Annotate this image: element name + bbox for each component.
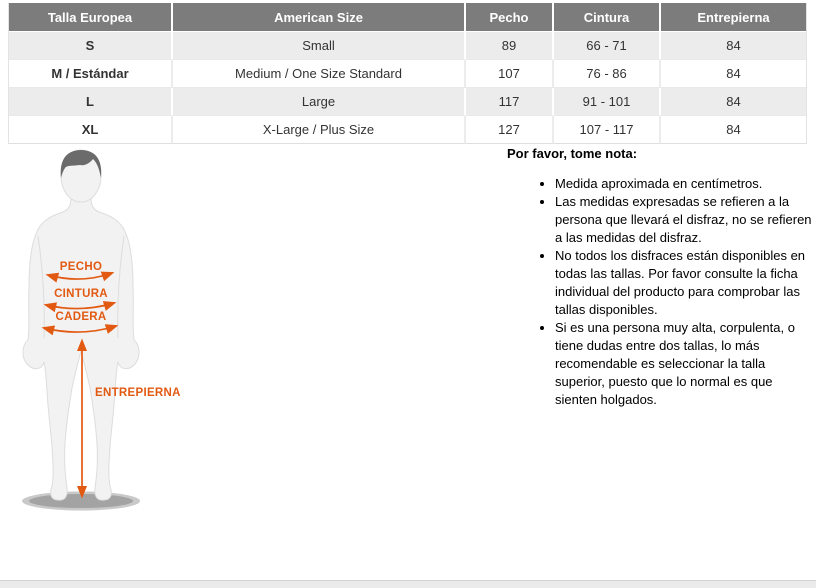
note-item: • Si es una persona muy alta, corpulenta, o tiene dudas entre dos tallas, lo más recomendable es seleccionar la talla superior, puesto que lo normal es que sienten holgados. bbox=[555, 319, 813, 409]
column-header-entrepierna: Entrepierna bbox=[661, 3, 806, 32]
cell-inseam: 84 bbox=[661, 116, 806, 144]
table-row-l bbox=[9, 88, 806, 116]
body-measurement-diagram bbox=[0, 140, 220, 530]
cell-chest: 127 bbox=[466, 116, 554, 144]
table-row-s bbox=[9, 32, 806, 60]
cell-waist: 107 - 117 bbox=[554, 116, 661, 144]
note-item: • No todos los disfraces están disponibles en todas las tallas. Por favor consulte la ficha individual del producto para comprobar las tallas disponibles. bbox=[555, 247, 813, 319]
size-table-header-row bbox=[9, 3, 806, 32]
cell-us-size: Large bbox=[173, 88, 466, 116]
waist-label: CINTURA bbox=[54, 288, 108, 300]
cell-inseam: 84 bbox=[661, 32, 806, 60]
cell-us-size: X-Large / Plus Size bbox=[173, 116, 466, 144]
cell-inseam: 84 bbox=[661, 88, 806, 116]
hip-label: CADERA bbox=[55, 311, 107, 323]
column-header-talla-europea: Talla Europea bbox=[9, 3, 173, 32]
cell-eu-size: XL bbox=[9, 116, 173, 144]
notes-list bbox=[507, 175, 813, 409]
note-item: • Las medidas expresadas se refieren a la persona que llevará el disfraz, no se refieren a las medidas del disfraz. bbox=[555, 193, 813, 247]
cell-waist: 76 - 86 bbox=[554, 60, 661, 88]
note-item: • Medida aproximada en centímetros. bbox=[555, 175, 813, 193]
floor-shadow bbox=[22, 492, 140, 511]
cell-chest: 107 bbox=[466, 60, 554, 88]
size-table bbox=[8, 3, 807, 144]
notes-section bbox=[507, 146, 813, 409]
cell-chest: 117 bbox=[466, 88, 554, 116]
footer-divider bbox=[0, 580, 816, 588]
cell-us-size: Small bbox=[173, 32, 466, 60]
inseam-label: ENTREPIERNA bbox=[95, 387, 181, 399]
column-header-pecho: Pecho bbox=[466, 3, 554, 32]
cell-us-size: Medium / One Size Standard bbox=[173, 60, 466, 88]
table-row-m bbox=[9, 60, 806, 88]
cell-eu-size: M / Estándar bbox=[9, 60, 173, 88]
cell-waist: 66 - 71 bbox=[554, 32, 661, 60]
cell-inseam: 84 bbox=[661, 60, 806, 88]
male-silhouette bbox=[23, 150, 139, 500]
cell-waist: 91 - 101 bbox=[554, 88, 661, 116]
notes-heading: Por favor, tome nota: bbox=[507, 146, 638, 161]
cell-chest: 89 bbox=[466, 32, 554, 60]
cell-eu-size: L bbox=[9, 88, 173, 116]
cell-eu-size: S bbox=[9, 32, 173, 60]
chest-label: PECHO bbox=[59, 261, 103, 273]
column-header-cintura: Cintura bbox=[554, 3, 661, 32]
column-header-american-size: American Size bbox=[173, 3, 466, 32]
